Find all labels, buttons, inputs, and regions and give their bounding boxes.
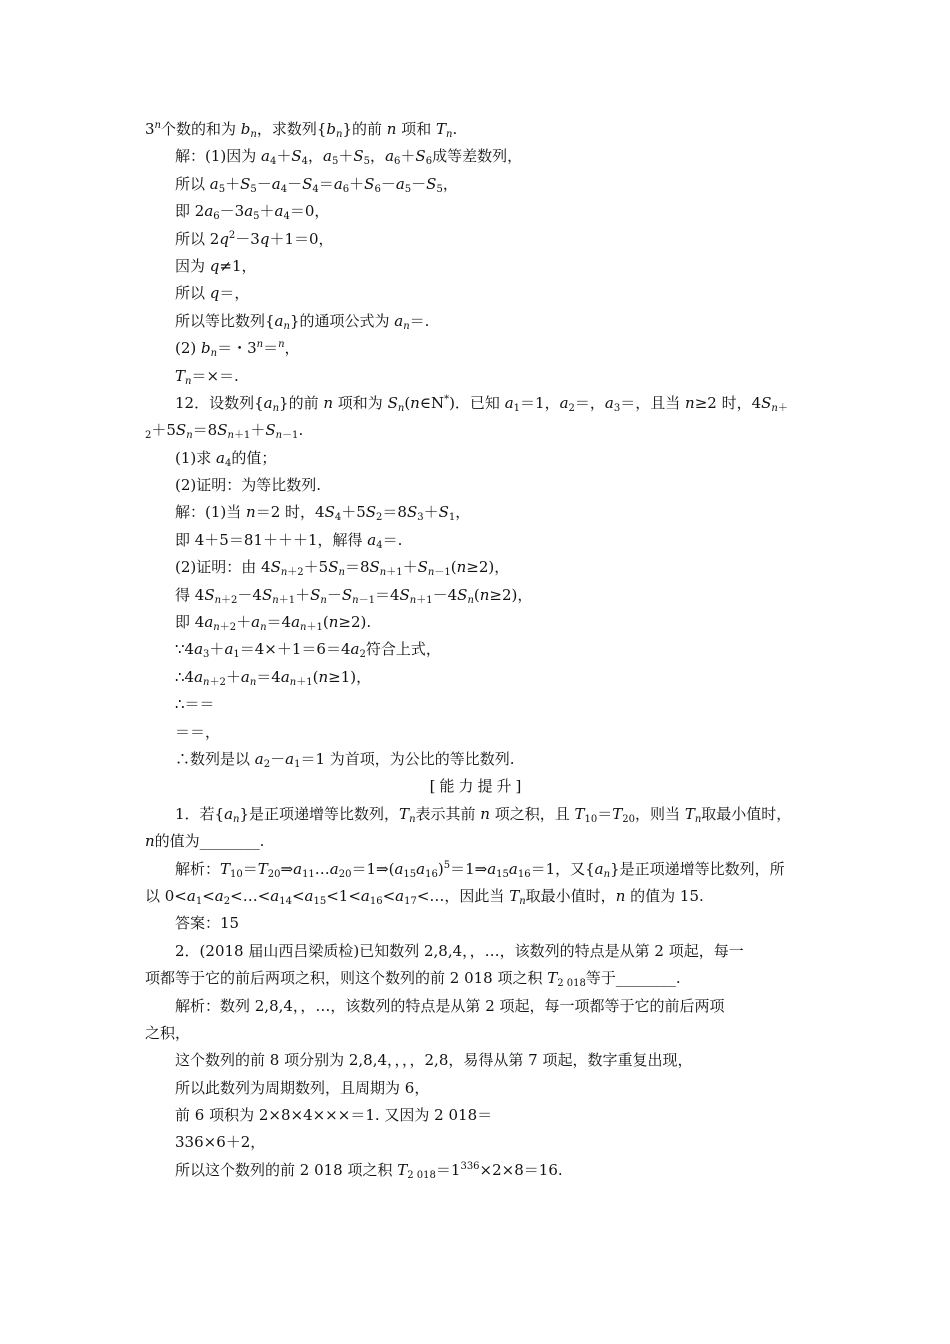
text-line: $T_n=\times=$. [175,366,239,387]
text-line: 解：(1)当 n＝2 时，$4S_4+5S_2=8S_3+S_1$， [175,503,471,524]
text-line: ＝＝， [175,722,221,741]
text-line: $\because 4a_3+a_1=4\times+1=6=4a_2$符合上式， [175,640,441,661]
text-line: 即 $2a_6-3a_5+a_4=0$， [175,202,330,223]
text-line: 1．若$\{a_n\}$是正项递增等比数列，$T_n$表示其前 n 项之积，且 $T_{10}=T_{20}$，则当 $T_n$取最小值时， [175,804,792,825]
text-line: 所以 $2q^2-3q+1=0$， [175,229,334,248]
text-line: 因为 q≠1， [175,256,257,275]
text-line: 336×6＋2， [175,1133,266,1152]
text-line: 即 4＋5＝81＋＋＋1，解得 $a_4=$. [175,530,403,551]
text-line: ∴数列是以 $a_2-a_1=1$ 为首项，为公比的等比数列. [175,749,515,770]
text-line: 得 $4S_{n+2}-4S_{n+1}+S_n-S_{n-1}=4S_{n+1}-4S_n(n\ge 2)$， [175,585,533,606]
text-line: 之积， [145,1023,191,1042]
text-line: 2．(2018 届山西吕梁质检)已知数列 2,8,4，，…，该数列的特点是从第 2 项起，每一 [175,941,744,960]
text-line: 以 $0<a_1<a_2<\dots<a_{14}<a_{15}<1<a_{16}<a_{17}<\dots$，因此当 $T_n$取最小值时，n 的值为 15. [145,886,704,907]
text-line: 所以此数列为周期数列，且周期为 6， [175,1078,430,1097]
text-line: 这个数列的前 8 项分别为 2,8,4，，，，2,8，易得从第 7 项起，数字重复出现， [175,1051,693,1070]
text-line: 解析：数列 2,8,4，，…，该数列的特点是从第 2 项起，每一项都等于它的前后两项 [175,996,725,1015]
text-line: 答案：15 [175,914,240,933]
text-line: 解析：$T_{10}=T_{20}\Rightarrow a_{11}\dots a_{20}=1\Rightarrow(a_{15}a_{16})^5=1\Rightarrow a_{15}a_{16}=1$，又$\{a_n\}$是正项递增等比数列，所 [175,859,785,880]
text-line: $\therefore 4a_{n+2}+a_n=4a_{n+1}(n\ge 1)$， [175,667,372,688]
text-line: (2) $b_n=$・$3^n=^n$， [175,339,300,360]
text-line: (1)求 $a_4$的值； [175,448,277,469]
text-line: $_2+5S_n=8S_{n+1}+S_{n-1}$. [145,421,304,442]
text-line: 解：(1)因为 $a_4+S_4$，$a_5+S_5$，$a_6+S_6$成等差数列， [175,147,523,168]
text-line: 12．设数列$\{a_n\}$的前 n 项和为 $S_n(n\in N^*)$．已知 $a_1=1$，$a_2=$，$a_3=$，且当 n≥2 时，$4S_{n+}$ [175,393,788,414]
text-line: 所以等比数列$\{a_n\}$的通项公式为 $a_n=$. [175,311,430,332]
text-line: n的值为________. [145,832,265,851]
text-line: (2)证明：由 $4S_{n+2}+5S_n=8S_{n+1}+S_{n-1}(n\ge 2)$， [175,558,510,579]
text-line: 前 6 项积为 2×8×4×××＝1. 又因为 2 018＝ [175,1106,493,1125]
text-line: 所以 q＝， [175,284,250,303]
text-line: 3$^n$个数的和为 $b_n$，求数列$\{b_n\}$的前 n 项和 $T_n$. [145,120,458,140]
section-heading: [能力提升] [429,777,526,796]
text-line: 项都等于它的前后两项之积，则这个数列的前 2 018 项之积 $T_{2 018}$等于________. [145,969,681,990]
text-line: (2)证明：为等比数列. [175,476,322,495]
text-line: 所以这个数列的前 2 018 项之积 $T_{2 018}=1^{336}\times 2\times 8=16$. [175,1160,563,1181]
text-line: 所以 $a_5+S_5-a_4-S_4=a_6+S_6-a_5-S_5$， [175,174,458,195]
text-line: ∴＝＝ [175,695,215,714]
text-line: 即 $4a_{n+2}+a_n=4a_{n+1}(n\ge 2)$. [175,613,372,634]
document-body [145,116,810,1184]
